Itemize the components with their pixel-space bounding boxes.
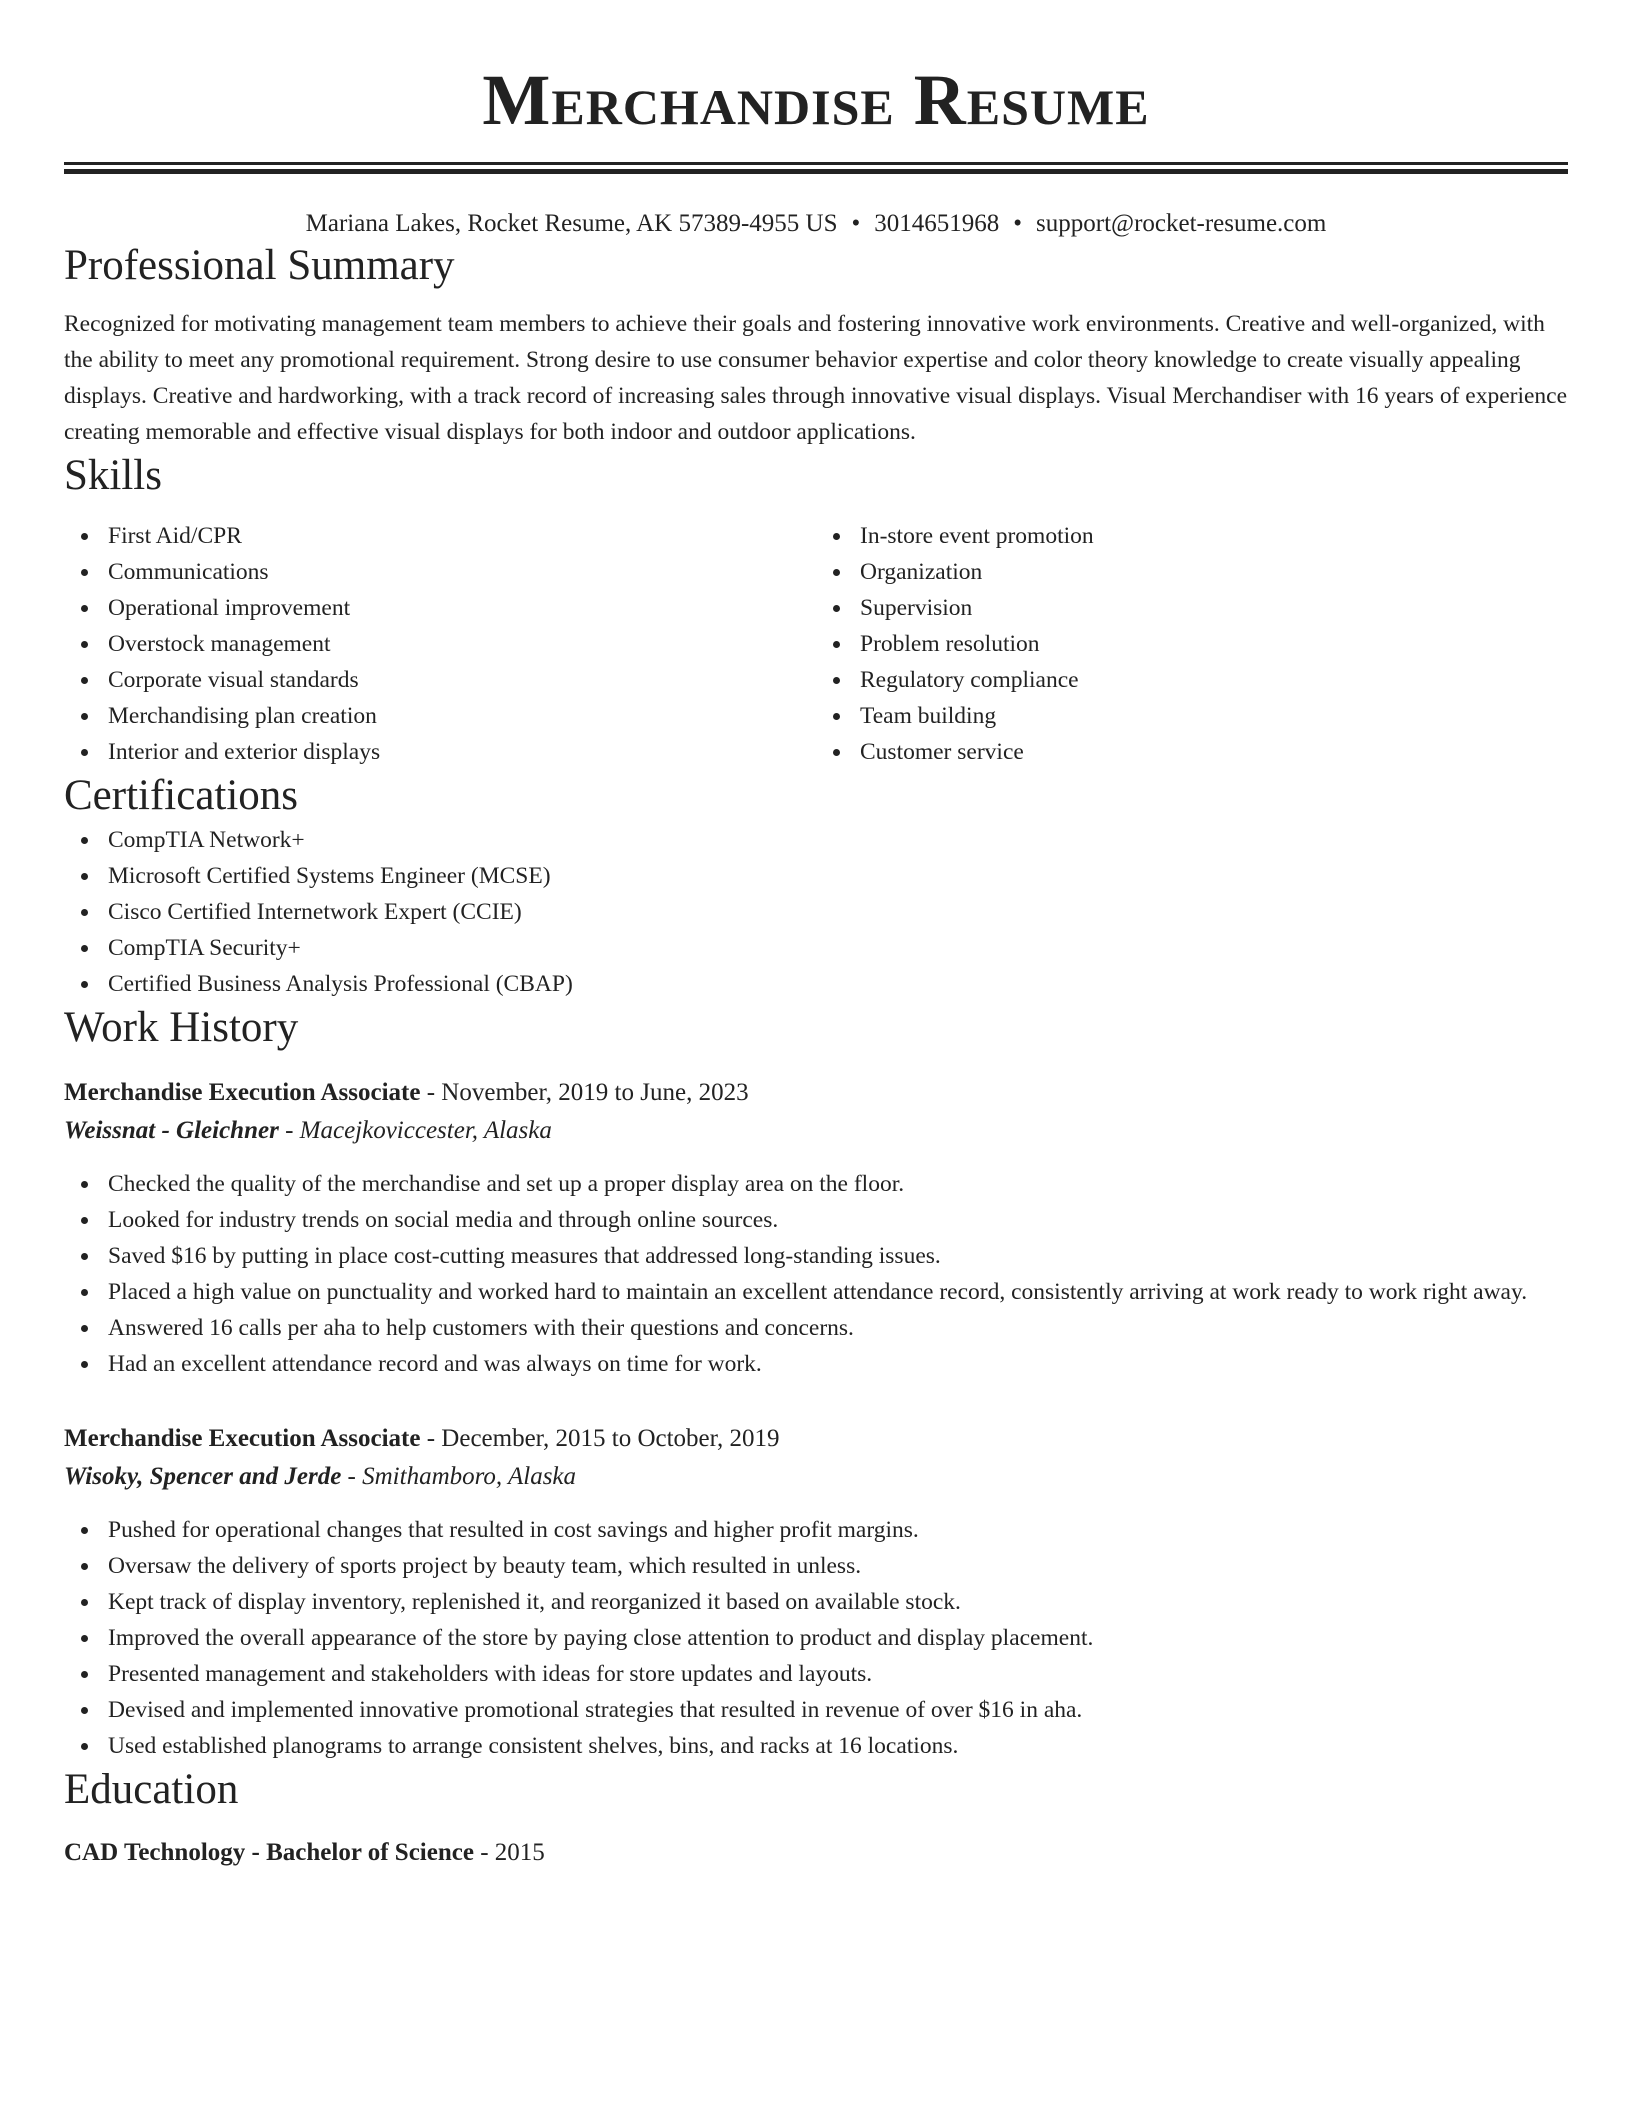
skills-columns — [64, 518, 1568, 770]
contact-email: support@rocket-resume.com — [1036, 210, 1327, 237]
skill-item: Interior and exterior displays — [64, 734, 816, 770]
education-year: - 2015 — [473, 1839, 545, 1866]
skill-item: Merchandising plan creation — [64, 698, 816, 734]
skill-item: Overstock management — [64, 626, 816, 662]
work-history-heading: Work History — [64, 1004, 299, 1051]
skill-item: Problem resolution — [816, 626, 1568, 662]
job-heading — [64, 1420, 1568, 1458]
job-company: Wisoky, Spencer and Jerde — [64, 1463, 342, 1490]
summary-heading: Professional Summary — [64, 242, 455, 289]
job-duty: Presented management and stakeholders with ideas for store updates and layouts. — [64, 1656, 1568, 1692]
skill-item: Corporate visual standards — [64, 662, 816, 698]
job-duty: Pushed for operational changes that resulted in cost savings and higher profit margins. — [64, 1512, 1568, 1548]
job-duty: Devised and implemented innovative promotional strategies that resulted in revenue of over $16 in aha. — [64, 1692, 1568, 1728]
certification-item: Cisco Certified Internetwork Expert (CCIE) — [64, 894, 1568, 930]
job-duties-list — [64, 1512, 1568, 1764]
certification-item: Microsoft Certified Systems Engineer (MCSE) — [64, 858, 1568, 894]
job-duty: Checked the quality of the merchandise and set up a proper display area on the floor. — [64, 1166, 1568, 1202]
contact-separator: • — [1013, 210, 1023, 237]
certification-item: CompTIA Security+ — [64, 930, 1568, 966]
job-employer — [64, 1112, 1568, 1150]
job-duty: Placed a high value on punctuality and worked hard to maintain an excellent attendance record, consistently arriving at work ready to work right away. — [64, 1274, 1568, 1310]
job-duty: Kept track of display inventory, replenished it, and reorganized it based on available stock. — [64, 1584, 1568, 1620]
skill-item: In-store event promotion — [816, 518, 1568, 554]
skill-item: First Aid/CPR — [64, 518, 816, 554]
job-entry — [64, 1074, 1568, 1382]
contact-phone: 3014651968 — [874, 210, 1000, 237]
contact-line — [64, 208, 1568, 240]
job-company: Weissnat - Gleichner — [64, 1117, 279, 1144]
resume-title: Merchandise Resume — [482, 60, 1150, 140]
summary-text: Recognized for motivating management team members to achieve their goals and fostering innovative work environments. Creative and well-organized, with the ability to meet any promotional requirement. Strong desire to use consumer behavior expertise and color theory knowledge to create visually appealing displays. Creative and hardworking, with a track record of increasing sales through innovative visual displays. Visual Merchandiser with 16 years of experience creating memorable and effective visual displays for both indoor and outdoor applications. — [64, 311, 1568, 445]
job-duty: Saved $16 by putting in place cost-cutting measures that addressed long-standing issues. — [64, 1238, 1568, 1274]
title-double-rule — [64, 162, 1568, 174]
education-entry — [64, 1834, 1568, 1872]
job-dates: - December, 2015 to October, 2019 — [420, 1425, 780, 1452]
skill-item: Supervision — [816, 590, 1568, 626]
job-duty: Answered 16 calls per aha to help customers with their questions and concerns. — [64, 1310, 1568, 1346]
skills-list-left — [64, 518, 816, 770]
certification-item: CompTIA Network+ — [64, 822, 1568, 858]
education-degree: CAD Technology - Bachelor of Science — [64, 1839, 474, 1866]
skill-item: Team building — [816, 698, 1568, 734]
contact-separator: • — [851, 210, 861, 237]
job-title: Merchandise Execution Associate — [64, 1079, 421, 1106]
certifications-heading: Certifications — [64, 772, 299, 819]
education-heading: Education — [64, 1766, 239, 1813]
skill-item: Organization — [816, 554, 1568, 590]
job-location: - Smithamboro, Alaska — [341, 1463, 577, 1490]
skill-item: Operational improvement — [64, 590, 816, 626]
job-duty: Used established planograms to arrange consistent shelves, bins, and racks at 16 locations. — [64, 1728, 1568, 1764]
job-employer — [64, 1458, 1568, 1496]
job-duties-list — [64, 1166, 1568, 1382]
skills-list-right — [816, 518, 1568, 770]
skills-heading: Skills — [64, 452, 162, 499]
certifications-list — [64, 822, 1568, 1002]
skill-item: Regulatory compliance — [816, 662, 1568, 698]
job-duty: Oversaw the delivery of sports project by beauty team, which resulted in unless. — [64, 1548, 1568, 1584]
job-duty: Looked for industry trends on social media and through online sources. — [64, 1202, 1568, 1238]
contact-address: Mariana Lakes, Rocket Resume, AK 57389-4955 US — [305, 210, 838, 237]
certification-item: Certified Business Analysis Professional (CBAP) — [64, 966, 1568, 1002]
job-duty: Had an excellent attendance record and was always on time for work. — [64, 1346, 1568, 1382]
skill-item: Customer service — [816, 734, 1568, 770]
job-duty: Improved the overall appearance of the store by paying close attention to product and display placement. — [64, 1620, 1568, 1656]
job-title: Merchandise Execution Associate — [64, 1425, 421, 1452]
job-dates: - November, 2019 to June, 2023 — [420, 1079, 749, 1106]
skill-item: Communications — [64, 554, 816, 590]
job-entry — [64, 1420, 1568, 1764]
job-location: - Macejkoviccester, Alaska — [278, 1117, 552, 1144]
job-heading — [64, 1074, 1568, 1112]
